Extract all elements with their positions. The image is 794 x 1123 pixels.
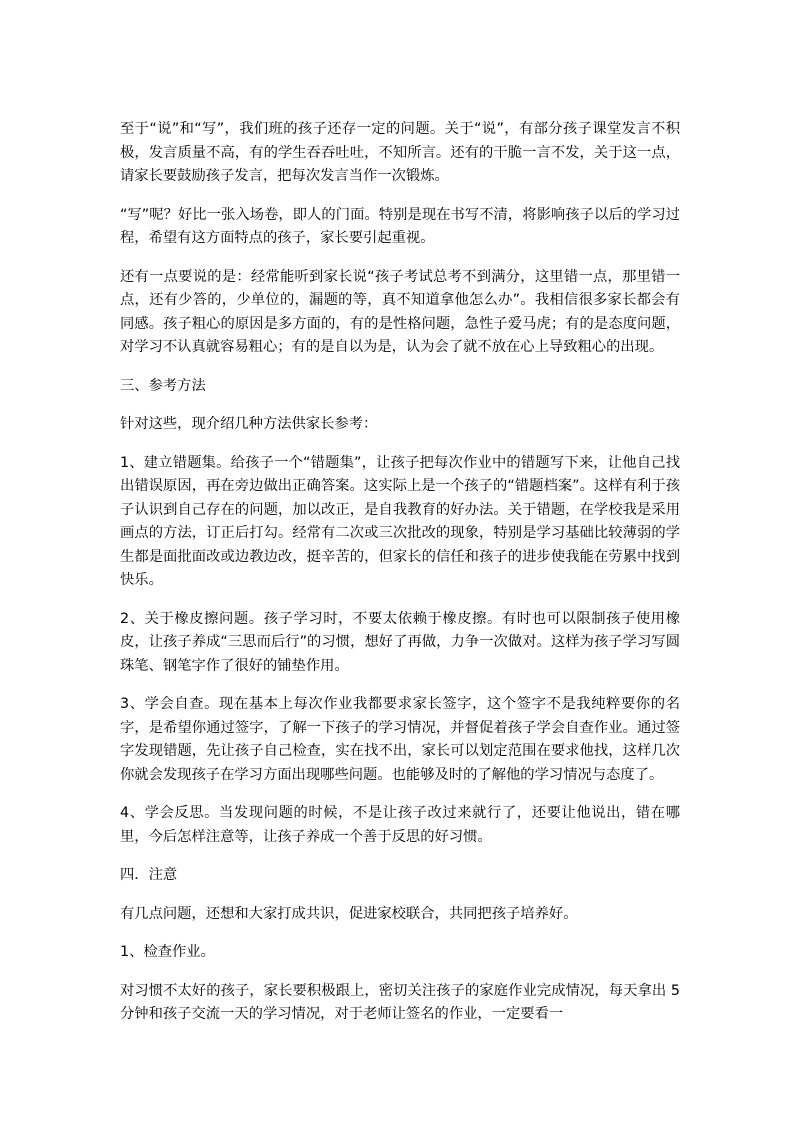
section-heading-notes: 四．注意: [120, 867, 178, 883]
paragraph-speaking-writing: 至于“说”和“写”，我们班的孩子还存一定的问题。关于“说”，有部分孩子课堂发言不积极，发言质量不高，有的学生吞吞吐吐，不知所言。还有的干脆一言不发，关于这一点，请家长要鼓励孩子发言，把每次发言当作一次锻炼。: [120, 121, 680, 184]
paragraph-method-3: 3、学会自查。现在基本上每次作业我都要求家长签字，这个签字不是我纯粹要你的名字，是希望你通过签字，了解一下孩子的学习情况，并督促着孩子学会自查作业。通过签字发现错题，先让孩子自己检查，实在找不出，家长可以划定范围在要求他找，这样几次你就会发现孩子在学习方面出现哪些问题。也能够及时的了解他的学习情况与态度了。: [120, 696, 680, 783]
paragraph-carelessness: 还有一点要说的是：经常能听到家长说“孩子考试总考不到满分，这里错一点，那里错一点，还有少答的，少单位的，漏题的等，真不知道拿他怎么办”。我相信很多家长都会有同感。孩子粗心的原因是多方面的，有的是性格问题，急性子爱马虎；有的是态度问题，对学习不认真就容易粗心；有的是自以为是，认为会了就不放在心上导致粗心的出现。: [120, 268, 680, 355]
paragraph-methods-intro: 针对这些，现介绍几种方法供家长参考：: [120, 416, 378, 432]
paragraph-method-4: 4、学会反思。当发现问题的时候，不是让孩子改过来就行了，还要让他说出，错在哪里，今后怎样注意等，让孩子养成一个善于反思的好习惯。: [120, 805, 680, 845]
paragraph-notes-intro: 有几点问题，还想和大家打成共识，促进家校联合，共同把孩子培养好。: [120, 905, 578, 922]
paragraph-writing: “写”呢？好比一张入场卷，即人的门面。特别是现在书写不清，将影响孩子以后的学习过程，希望有这方面特点的孩子，家长要引起重视。: [120, 206, 680, 246]
paragraph-note-1-title: 1、检查作业。: [120, 944, 215, 960]
section-heading-methods: 三、参考方法: [120, 377, 206, 394]
paragraph-method-2: 2、关于橡皮擦问题。孩子学习时，不要太依赖于橡皮擦。有时也可以限制孩子使用橡皮，让孩子养成“三思而后行”的习惯，想好了再做，力争一次做对。这样为孩子学习写圆珠笔、钢笔字作了很好的铺垫作用。: [120, 610, 680, 674]
paragraph-method-1: 1、建立错题集。给孩子一个“错题集”，让孩子把每次作业中的错题写下来，让他自己找出错误原因，再在旁边做出正确答案。这实际上是一个孩子的“错题档案”。这样有利于孩子认识到自己存在的问题，加以改正，是自我教育的好办法。关于错题，在学校我是采用画点的方法，订正后打勾。经常有二次或三次批改的现象，特别是学习基础比较薄弱的学生都是面批面改或边教边改，挺辛苦的，但家长的信任和孩子的进步使我能在劳累中找到快乐。: [120, 454, 680, 588]
paragraph-note-1-body: 对习惯不太好的孩子，家长要积极跟上，密切关注孩子的家庭作业完成情况，每天拿出 5 分钟和孩子交流一天的学习情况，对于老师让签名的作业，一定要看一: [120, 982, 680, 1022]
document-page: [120, 118, 680, 1042]
